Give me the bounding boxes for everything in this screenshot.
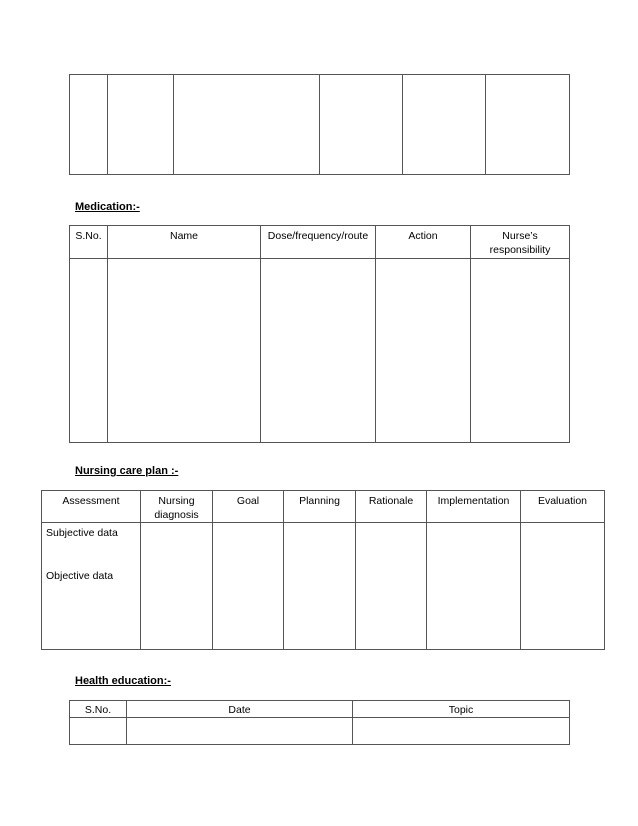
header-action: Action xyxy=(376,226,471,259)
table-cell xyxy=(521,523,605,650)
health-education-heading: Health education:- xyxy=(75,675,171,687)
table-header-row xyxy=(70,226,570,259)
medication-table xyxy=(69,225,570,443)
table-cell xyxy=(213,523,284,650)
table-cell xyxy=(108,75,174,175)
table-cell xyxy=(284,523,356,650)
health-education-table xyxy=(69,700,570,745)
header-implementation: Implementation xyxy=(427,491,521,523)
header-evaluation: Evaluation xyxy=(521,491,605,523)
table-row xyxy=(70,718,570,745)
table-cell xyxy=(471,259,570,443)
header-nursing-diagnosis: Nursing diagnosis xyxy=(141,491,213,523)
header-assessment: Assessment xyxy=(42,491,141,523)
table-cell xyxy=(403,75,486,175)
header-planning: Planning xyxy=(284,491,356,523)
header-date: Date xyxy=(127,701,353,718)
table-cell xyxy=(70,259,108,443)
header-dose-frequency-route: Dose/frequency/route xyxy=(261,226,376,259)
table-cell xyxy=(70,718,127,745)
nursing-care-plan-heading: Nursing care plan :- xyxy=(75,465,179,477)
table-cell xyxy=(427,523,521,650)
objective-data-label: Objective data xyxy=(46,570,114,582)
continuation-table xyxy=(69,74,570,175)
header-rationale: Rationale xyxy=(356,491,427,523)
table-cell xyxy=(108,259,261,443)
table-cell xyxy=(353,718,570,745)
subjective-data-label: Subjective data xyxy=(46,527,118,539)
header-name: Name xyxy=(108,226,261,259)
table-header-row xyxy=(42,491,605,523)
header-topic: Topic xyxy=(353,701,570,718)
assessment-cell xyxy=(42,523,141,650)
table-cell xyxy=(174,75,320,175)
header-sno: S.No. xyxy=(70,226,108,259)
table-cell xyxy=(141,523,213,650)
table-row xyxy=(42,523,605,650)
table-cell xyxy=(376,259,471,443)
table-cell xyxy=(261,259,376,443)
header-goal: Goal xyxy=(213,491,284,523)
table-cell xyxy=(486,75,570,175)
table-row xyxy=(70,259,570,443)
header-sno: S.No. xyxy=(70,701,127,718)
table-cell xyxy=(356,523,427,650)
medication-heading: Medication:- xyxy=(75,201,140,213)
table-cell xyxy=(320,75,403,175)
header-nurses-responsibility: Nurse’s responsibility xyxy=(471,226,570,259)
table-cell xyxy=(70,75,108,175)
table-cell xyxy=(127,718,353,745)
nursing-care-plan-table xyxy=(41,490,605,650)
table-header-row xyxy=(70,701,570,718)
table-row xyxy=(70,75,570,175)
